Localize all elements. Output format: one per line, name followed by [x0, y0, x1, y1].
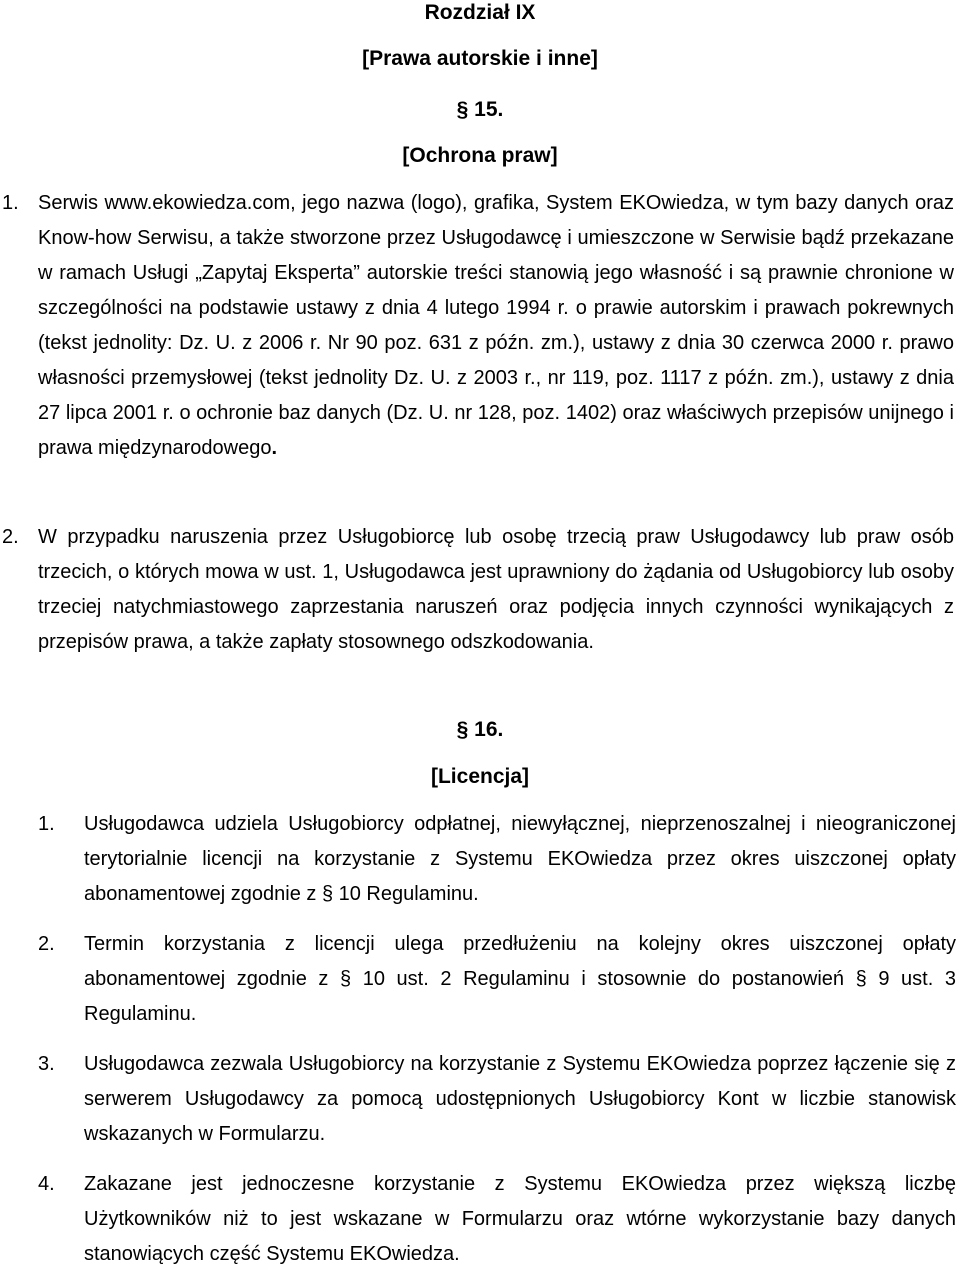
section-16-paragraph-2	[38, 927, 956, 1032]
paragraph-text: W przypadku naruszenia przez Usługobiorcę lub osobę trzecią praw Usługodawcy lub praw osób trzecich, o których mowa w ust. 1, Usługodawca jest uprawniony do żądania od Usługobiorcy lub osoby trzeciej natychmiastowego zaprzestania naruszeń oraz podjęcia innych czynności wynikających z przepisów prawa, a także zapłaty stosownego odszkodowania.	[38, 526, 954, 653]
chapter-title: Rozdział IX	[424, 1, 536, 24]
paragraph-text: Termin korzystania z licencji ulega przedłużeniu na kolejny okres uiszczonej opłaty abonamentowej zgodnie z § 10 ust. 2 Regulaminu i stosownie do postanowień § 9 ust. 3 Regulaminu.	[84, 933, 956, 1025]
paragraph-number: 2.	[2, 526, 19, 548]
paragraph-text: Usługodawca udziela Usługobiorcy odpłatnej, niewyłącznej, nieprzenoszalnej i nieograniczonej terytorialnie licencji na korzystanie z Systemu EKOwiedza przez okres uiszczonej opłaty abonamentowej zgodnie z § 10 Regulaminu.	[84, 813, 956, 905]
paragraph-text: Zakazane jest jednoczesne korzystanie z Systemu EKOwiedza przez większą liczbę Użytkowników niż to jest wskazane w Formularzu oraz wtórne wykorzystanie bazy danych stanowiących część Systemu EKOwiedza.	[84, 1173, 956, 1265]
section-15-number: § 15.	[456, 98, 504, 121]
paragraph-number: 1.	[38, 813, 55, 835]
paragraph-number: 1.	[2, 192, 19, 214]
paragraph-number: 4.	[38, 1173, 55, 1195]
paragraph-text: Serwis www.ekowiedza.com, jego nazwa (logo), grafika, System EKOwiedza, w tym bazy danych oraz Know-how Serwisu, a także stworzone przez Usługodawcę i umieszczone w Serwisie bądź przekazane w ramach Usługi „Zapytaj Eksperta” autorskie treści stanowią jego własność i są prawnie chronione w szczególności na podstawie ustawy z dnia 4 lutego 1994 r. o prawie autorskim i prawach pokrewnych (tekst jednolity: Dz. U. z 2006 r. Nr 90 poz. 631 z późn. zm.), ustawy z dnia 30 czerwca 2000 r. prawo własności przemysłowej (tekst jednolity Dz. U. z 2003 r., nr 119, poz. 1117 z późn. zm.), ustawy z dnia 27 lipca 2001 r. o ochronie baz danych (Dz. U. nr 128, poz. 1402) oraz właściwych przepisów unijnego i prawa międzynarodowego	[38, 192, 954, 459]
paragraph-end: .	[271, 437, 278, 459]
section-15-paragraph-1	[2, 186, 954, 466]
chapter-subtitle: [Prawa autorskie i inne]	[362, 47, 598, 70]
section-15-title: [Ochrona praw]	[402, 144, 558, 167]
section-16-paragraph-1	[38, 807, 956, 912]
section-16-title: [Licencja]	[430, 765, 530, 788]
paragraph-number: 2.	[38, 933, 55, 955]
section-15-paragraph-2	[2, 520, 954, 660]
section-16-paragraph-4	[38, 1167, 956, 1272]
paragraph-text: Usługodawca zezwala Usługobiorcy na korzystanie z Systemu EKOwiedza poprzez łączenie się z serwerem Usługodawcy za pomocą udostępnionych Usługobiorcy Kont w liczbie stanowisk wskazanych w Formularzu.	[84, 1053, 956, 1145]
paragraph-number: 3.	[38, 1053, 55, 1075]
section-16-number: § 16.	[456, 718, 504, 741]
section-16-paragraph-3	[38, 1047, 956, 1152]
